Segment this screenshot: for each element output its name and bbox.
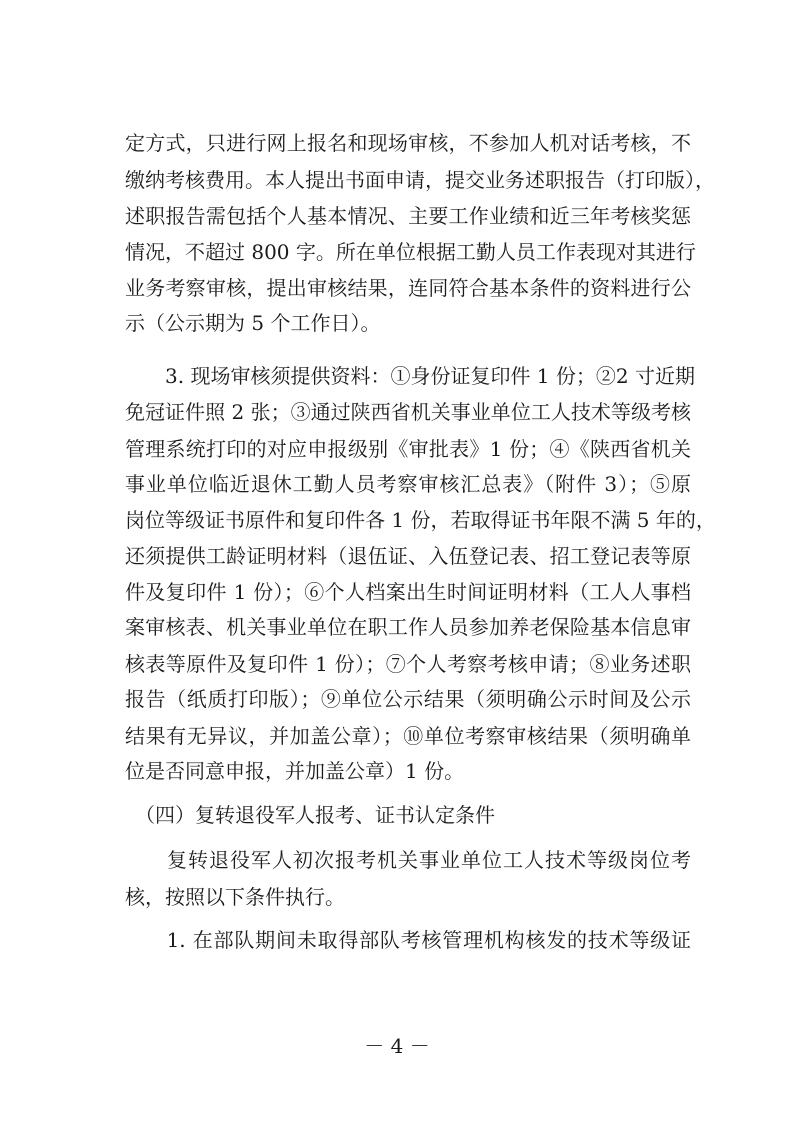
body-line: 位是否同意申报，并加盖公章）1 份。 [125,759,465,783]
body-line: 结果有无异议，并加盖公章）；⑩单位考察审核结果（须明确单 [125,724,691,748]
body-line: 管理系统打印的对应申报级别《审批表》1 份；④《陕西省机关 [125,437,691,461]
body-line: 复转退役军人初次报考机关事业单位工人技术等级岗位考 [125,848,691,872]
body-line: 案审核表、机关事业单位在职工作人员参加养老保险基本信息审 [125,615,691,639]
body-line: 岗位等级证书原件和复印件各 1 份，若取得证书年限不满 5 年的， [125,508,716,532]
section-heading: （四）复转退役军人报考、证书认定条件 [125,803,495,827]
body-line: 还须提供工龄证明材料（退伍证、入伍登记表、招工登记表等原 [125,544,691,568]
body-line: 示（公示期为 5 个工作日）。 [125,311,381,335]
body-line: 述职报告需包括个人基本情况、主要工作业绩和近三年考核奖惩 [125,204,691,228]
body-line: 3. 现场审核须提供资料：①身份证复印件 1 份；②2 寸近期 [125,364,695,388]
body-line: 定方式，只进行网上报名和现场审核，不参加人机对话考核，不 [125,131,691,155]
body-line: 核表等原件及复印件 1 份）；⑦个人考察考核申请；⑧业务述职 [125,652,691,676]
body-line: 缴纳考核费用。本人提出书面申请，提交业务述职报告（打印版）， [125,168,715,192]
body-line: 1. 在部队期间未取得部队考核管理机构核发的技术等级证 [125,928,691,952]
page-number: － 4 － [364,1034,430,1058]
body-line: 事业单位临近退休工勤人员考察审核汇总表》（附件 3）；⑤原 [125,472,691,496]
body-line: 件及复印件 1 份）；⑥个人档案出生时间证明材料（工人人事档 [125,580,691,604]
body-line: 免冠证件照 2 张；③通过陕西省机关事业单位工人技术等级考核 [125,400,691,424]
body-line: 报告（纸质打印版）；⑨单位公示结果（须明确公示时间及公示 [125,687,691,711]
body-line: 业务考察审核，提出审核结果，连同符合基本条件的资料进行公 [125,276,691,300]
body-line: 情况，不超过 800 字。所在单位根据工勤人员工作表现对其进行 [125,240,696,264]
body-line: 核，按照以下条件执行。 [125,885,345,909]
